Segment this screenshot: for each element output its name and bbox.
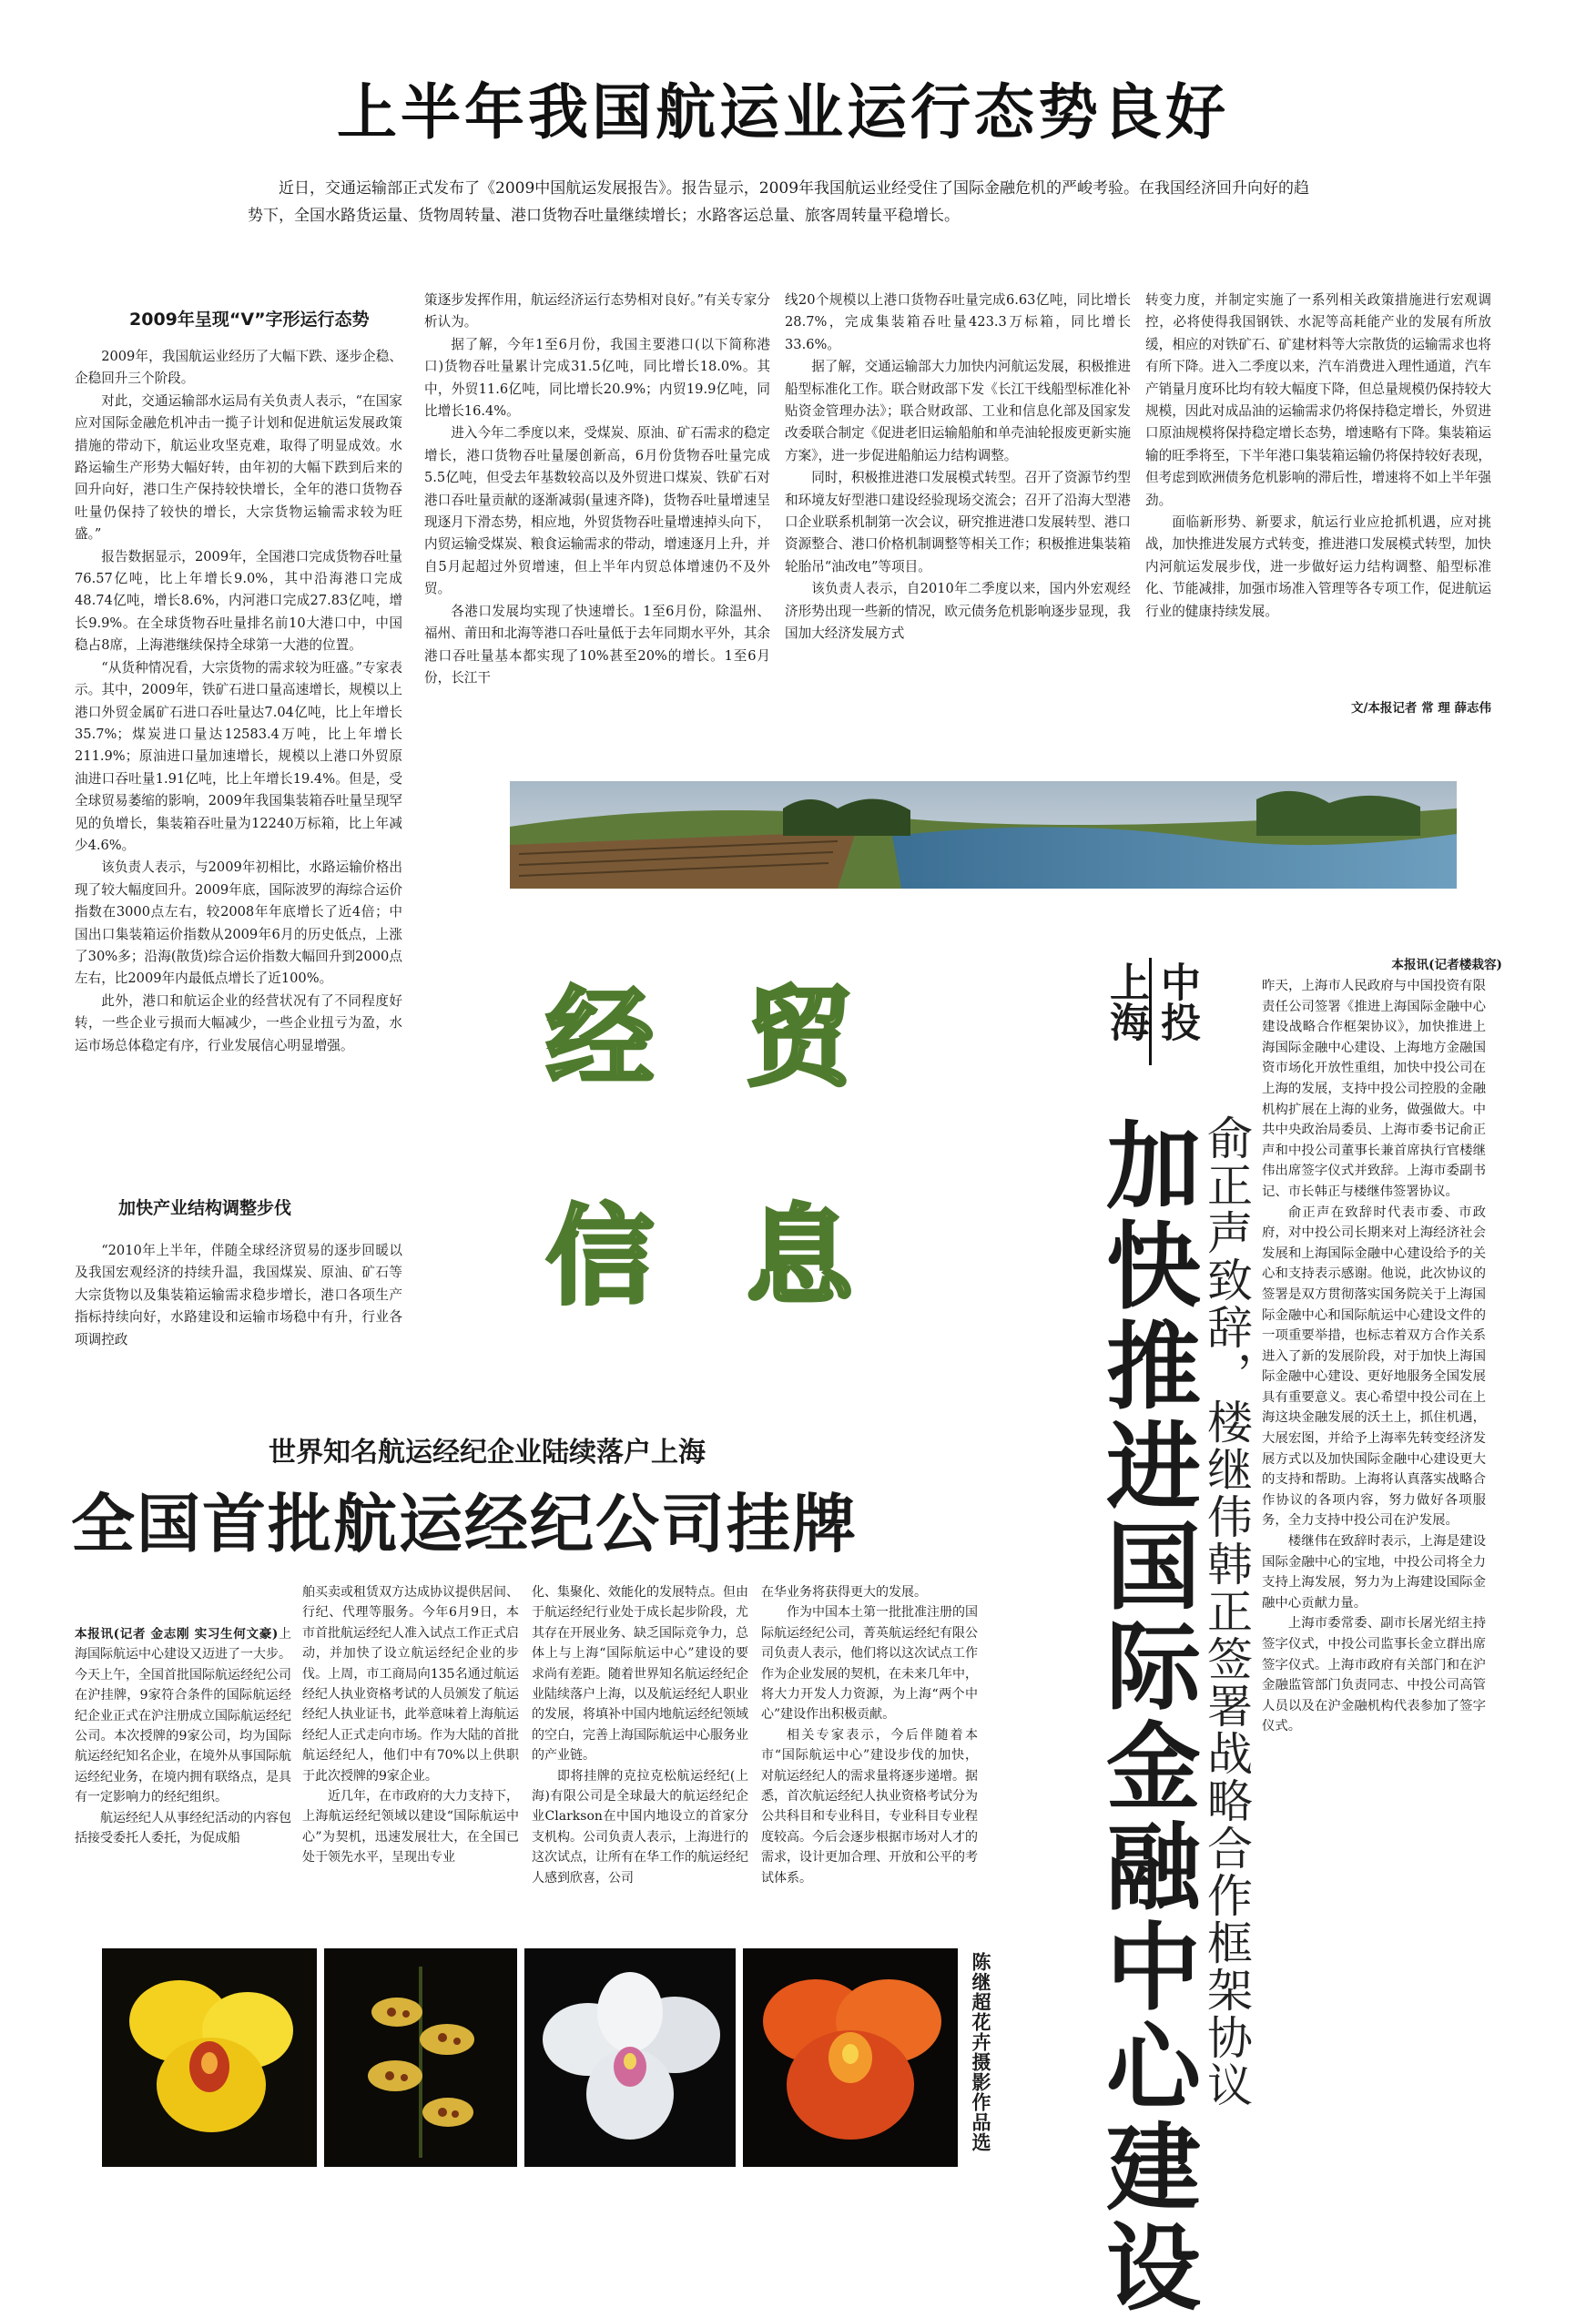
paragraph: 据了解，交通运输部大力加快内河航运发展，积极推进船型标准化工作。联合财政部下发《长江干线船型标准化补贴资金管理办法》；联合财政部、工业和信息化部及国家发改委联合制定《促进老旧运输船舶和单壳油轮报废更新实施方案》，进一步促进船舶运力结构调整。 bbox=[785, 359, 1131, 463]
top-column-1b bbox=[75, 1240, 402, 1358]
orange-orchid-icon bbox=[743, 1948, 958, 2167]
paragraph: 上海国际航运中心建设又迈进了一大步。今天上午，全国首批国际航运经纪公司在沪挂牌，9家符合条件的国际航运经纪企业正式在沪注册成立国际航运经纪公司。本次授牌的9家公司，均为国际航运经纪知名企业，在境外从事国际航运经纪业务，在境内拥有联络点，是具有一定影响力的经纪组织。 bbox=[75, 1627, 291, 1805]
paragraph: 线20个规模以上港口货物吞吐量完成6.63亿吨，同比增长28.7%，完成集装箱吞吐量423.3万标箱，同比增长33.6%。 bbox=[785, 292, 1131, 352]
section-title-2: 信 息 bbox=[546, 1193, 881, 1319]
paragraph: 航运经纪人从事经纪活动的内容包括接受委托人委托，为促成船 bbox=[75, 1810, 291, 1846]
paragraph: 策逐步发挥作用，航运经济运行态势相对良好。”有关专家分析认为。 bbox=[424, 292, 770, 330]
orange-orchid-photo bbox=[743, 1948, 958, 2167]
paragraph: 相关专家表示，今后伴随着本市“国际航运中心”建设步伐的加快，对航运经纪人的需求量将逐步递增。据悉，首次航运经纪人执业资格考试分为公共科目和专业科目，专业科目专业程度较高。今后会逐步根据市场对人才的需求，设计更加合理、开放和公平的考试体系。 bbox=[761, 1727, 978, 1886]
spotted-orchid-icon bbox=[324, 1948, 517, 2167]
paragraph: 面临新形势、新要求，航运行业应抢抓机遇，应对挑战，加快推进发展方式转变，推进港口发展模式转型，加快内河航运发展步伐，进一步做好运力结构调整、船型标准化、节能减排，加强市场准入管理等各专项工作，促进航运行业的健康持续发展。 bbox=[1145, 514, 1491, 619]
shipping-column-3 bbox=[532, 1582, 748, 1927]
shipping-column-2 bbox=[302, 1582, 519, 1927]
paragraph: 进入今年二季度以来，受煤炭、原油、矿石需求的稳定增长，港口货物吞吐量屡创新高，6月份货物吞吐量完成5.5亿吨，但受去年基数较高以及外贸进口煤炭、铁矿石对港口吞吐量贡献的逐渐减弱(量速齐降)，货物吞吐量增速呈现逐月下滑态势，相应地，外贸货物吞吐量增速掉头向下，内贸运输受煤炭、粮食运输需求的带动，增速逐月上升，并自5月起超过外贸增速，但上半年内贸总体增速仍不及外贸。 bbox=[424, 425, 770, 597]
paragraph: 此外，港口和航运企业的经营状况有了不同程度好转，一些企业亏损而大幅减少，一些企业扭亏为盈，水运市场总体稳定有序，行业发展信心明显增强。 bbox=[75, 992, 402, 1053]
top-column-2 bbox=[424, 290, 770, 727]
paragraph: 该负责人表示，与2009年初相比，水路运输价格出现了较大幅度回升。2009年底，国际波罗的海综合运价指数在3000点左右，较2008年年底增长了近4倍；中国出口集装箱运价指数从2009年6月的历史低点，上涨了30%多；沿海(散货)综合运价指数大幅回升到2000点左右，比2009年内最低点增长了近100%。 bbox=[75, 859, 402, 987]
top-column-1 bbox=[75, 346, 402, 1165]
top-subhead-1: 2009年呈现“V”字形运行态势 bbox=[129, 310, 370, 330]
top-byline: 文/本报记者 常 理 薛志伟 bbox=[1350, 701, 1491, 716]
kicker-shanghai: 上海 bbox=[1103, 961, 1149, 1042]
shipping-headline: 全国首批航运经纪公司挂牌 bbox=[71, 1487, 858, 1561]
kicker-divider bbox=[1149, 958, 1152, 1065]
paragraph: 俞正声在致辞时代表市委、市政府，对中投公司长期来对上海经济社会发展和上海国际金融中心建设给予的关心和支持表示感谢。他说，此次协议的签署是双方贯彻落实国务院关于上海国际金融中心和国际航运中心建设文件的一项重要举措，也标志着双方合作关系进入了新的发展阶段，对于加快上海国际金融中心建设、更好地服务全国发展具有重要意义。衷心希望中投公司在上海这块金融发展的沃土上，抓住机遇，大展宏图，并给予上海率先转变经济发展方式以及加快国际金融中心建设更大的支持和帮助。上海将认真落实战略合作协议的各项内容，努力做好各项服务，全力支持中投公司在沪发展。 bbox=[1262, 1205, 1486, 1529]
paragraph bbox=[75, 1624, 291, 1808]
shipping-column-4 bbox=[761, 1582, 978, 1927]
kicker-cic: 中投 bbox=[1154, 961, 1200, 1042]
paragraph: 近几年，在市政府的大力支持下，上海航运经纪领域以建设“国际航运中心”为契机，迅速发展壮大，在全国已处于领先水平，呈现出专业 bbox=[302, 1789, 519, 1866]
shipping-column-1 bbox=[75, 1624, 291, 1925]
paragraph: “从货种情况看，大宗货物的需求较为旺盛。”专家表示。其中，2009年，铁矿石进口量高速增长，规模以上港口外贸金属矿石进口吞吐量达7.04亿吨，比上年增长35.7%；煤炭进口量达12583.4万吨，比上年增长211.9%；原油进口量加速增长，规模以上港口外贸原油进口吞吐量1.91亿吨，比上年增长19.4%。但是，受全球贸易萎缩的影响，2009年我国集装箱吞吐量呈现罕见的负增长，集装箱吞吐量为12240万标箱，比上年减少4.6%。 bbox=[75, 659, 402, 853]
cic-body bbox=[1262, 976, 1486, 2114]
top-headline: 上半年我国航运业运行态势良好 bbox=[337, 77, 1229, 147]
spotted-orchid-photo bbox=[324, 1948, 517, 2167]
paragraph: 2009年，我国航运业经历了大幅下跌、逐步企稳、企稳回升三个阶段。 bbox=[75, 349, 402, 387]
paragraph: “2010年上半年，伴随全球经济贸易的逐步回暖以及我国宏观经济的持续升温，我国煤炭、原油、矿石等大宗货物以及集装箱运输需求稳步增长，港口各项生产指标持续向好，水路建设和运输市场稳中有升，行业各项调控政 bbox=[75, 1243, 402, 1347]
top-subhead-2: 加快产业结构调整步伐 bbox=[118, 1198, 292, 1218]
paragraph: 各港口发展均实现了快速增长。1至6月份，除温州、福州、莆田和北海等港口吞吐量低于去年同期水平外，其余港口吞吐量基本都实现了10%甚至20%的增长。1至6月份，长江干 bbox=[424, 603, 770, 686]
paragraph: 舶买卖或租赁双方达成协议提供居间、行纪、代理等服务。今年6月9日，本市首批航运经纪人准入试点工作正式启动，并加快了设立航运经纪企业的步伐。上周，市工商局向135名通过航运经纪人执业资格考试的人员颁发了航运经纪人执业证书，此举意味着上海航运经纪人正式走向市场。作为大陆的首批航运经纪人，他们中有70%以上供职于此次授牌的9家企业。 bbox=[302, 1585, 519, 1784]
paragraph: 据了解，今年1至6月份，我国主要港口(以下简称港口)货物吞吐量累计完成31.5亿吨，同比增长18.0%。其中，外贸11.6亿吨，同比增长20.9%；内贸19.9亿吨，同比增长16.4%。 bbox=[424, 336, 770, 420]
paragraph: 报告数据显示，2009年，全国港口完成货物吞吐量76.57亿吨，比上年增长9.0%，其中沿海港口完成48.74亿吨，增长8.6%，内河港口完成27.83亿吨，增长9.9%。在全球货物吞吐量排名前10大港口中，中国稳占8席，上海港继续保持全球第一大港的位置。 bbox=[75, 548, 402, 654]
paragraph: 昨天，上海市人民政府与中国投资有限责任公司签署《推进上海国际金融中心建设战略合作框架协议》，加快推进上海国际金融中心建设、上海地方金融国资市场化开放性重组，加快中投公司在上海的发展，支持中投公司控股的金融机构扩展在上海的业务，做强做大。中共中央政治局委员、上海市委书记俞正声和中投公司董事长兼首席执行官楼继伟出席签字仪式并致辞。上海市委副书记、市长韩正与楼继伟签署协议。 bbox=[1262, 979, 1486, 1199]
paragraph: 化、集聚化、效能化的发展特点。但由于航运经纪行业处于成长起步阶段，尤其存在开展业务、缺乏国际竞争力，总体上与上海“国际航运中心”建设的要求尚有差距。随着世界知名航运经纪企业陆续落户上海，以及航运经纪人职业的发展，将填补中国内地航运经纪领域的空白，完善上海国际航运中心服务业的产业链。 bbox=[532, 1585, 748, 1764]
yellow-orchid-photo bbox=[102, 1948, 317, 2167]
cic-subhead: 俞正声致辞，楼继伟韩正签署战略合作框架协议 bbox=[1200, 1114, 1253, 2109]
top-column-4 bbox=[1145, 290, 1491, 690]
paragraph: 同时，积极推进港口发展模式转型。召开了资源节约型和环境友好型港口建设经验现场交流会；召开了沿海大型港口企业联系机制第一次会议，研究推进港口发展转型、港口资源整合、港口价格机制调整等相关工作；积极推进集装箱轮胎吊“油改电”等项目。 bbox=[785, 470, 1131, 574]
paragraph: 作为中国本土第一批批准注册的国际航运经纪公司，菁英航运经纪有限公司负责人表示，他们将以这次试点工作作为企业发展的契机，在未来几年中，将大力开发人力资源，为上海“两个中心”建设作出积极贡献。 bbox=[761, 1605, 978, 1723]
paragraph: 上海市委常委、副市长屠光绍主持签字仪式，中投公司监事长金立群出席签字仪式。上海市政府有关部门和在沪金融监管部门负责同志、中投公司高管人员以及在沪金融机构代表参加了签字仪式。 bbox=[1262, 1616, 1486, 1734]
shipping-dateline: 本报讯(记者 金志刚 实习生何文豪) bbox=[75, 1627, 279, 1642]
cic-dateline: 本报讯(记者楼栽容) bbox=[1391, 958, 1502, 972]
photo-caption: 陈继超花卉摄影作品选 bbox=[970, 1952, 991, 2152]
paragraph: 对此，交通运输部水运局有关负责人表示，“在国家应对国际金融危机冲击一揽子计划和促进航运发展政策措施的带动下，航运业攻坚克难，取得了明显成效。水路运输生产形势大幅好转，由年初的大幅下跌到后来的回升向好，港口生产保持较快增长，全年的港口货物吞吐量仍保持了较快的增长，大宗货物运输需求较为旺盛。” bbox=[75, 392, 402, 543]
section-title-1: 经 贸 bbox=[546, 974, 881, 1101]
shipping-kicker: 世界知名航运经纪企业陆续落户上海 bbox=[269, 1437, 706, 1469]
yellow-orchid-icon bbox=[102, 1948, 317, 2167]
paragraph: 在华业务将获得更大的发展。 bbox=[761, 1585, 927, 1600]
kicker-box bbox=[1102, 954, 1198, 1073]
top-lead: 近日，交通运输部正式发布了《2009中国航运发展报告》。报告显示，2009年我国航运业经受住了国际金融危机的严峻考验。在我国经济回升向好的趋势下，全国水路货运量、货物周转量、港口货物吞吐量继续增长；水路客运总量、旅客周转量平稳增长。 bbox=[248, 179, 1310, 225]
white-orchid-photo bbox=[524, 1948, 736, 2167]
landscape-photo bbox=[510, 781, 1457, 889]
cic-headline: 加快推进国际金融中心建设 bbox=[1090, 1116, 1201, 2318]
top-column-3 bbox=[785, 290, 1131, 727]
paragraph: 楼继伟在致辞时表示，上海是建设国际金融中心的宝地，中投公司将全力支持上海发展，努力为上海建设国际金融中心贡献力量。 bbox=[1262, 1534, 1486, 1611]
paragraph: 即将挂牌的克拉克松航运经纪(上海)有限公司是全球最大的航运经纪企业Clarkson在中国内地设立的首家分支机构。公司负责人表示，上海进行的这次试点，让所有在华工作的航运经纪人感到欣喜，公司 bbox=[532, 1768, 748, 1886]
paragraph: 该负责人表示，自2010年二季度以来，国内外宏观经济形势出现一些新的情况，欧元债务危机影响逐步显现，我国加大经济发展方式 bbox=[785, 581, 1131, 642]
white-orchid-icon bbox=[524, 1948, 736, 2167]
paragraph: 转变力度，并制定实施了一系列相关政策措施进行宏观调控，必将使得我国钢铁、水泥等高耗能产业的发展有所放缓，相应的对铁矿石、矿建材料等大宗散货的运输需求也将有所下降。进入二季度以来，汽车消费进入理性通道，汽车产销量月度环比均有较大幅度下降，但总量规模仍保持较大规模，因此对成品油的运输需求仍将保持稳定增长，外贸进口原油规模将保持稳定增长态势，增速略有下降。集装箱运输的旺季将至，下半年港口集装箱运输仍将保持较好表现，但考虑到欧洲债务危机影响的滞后性，增速将不如上半年强劲。 bbox=[1145, 292, 1491, 508]
